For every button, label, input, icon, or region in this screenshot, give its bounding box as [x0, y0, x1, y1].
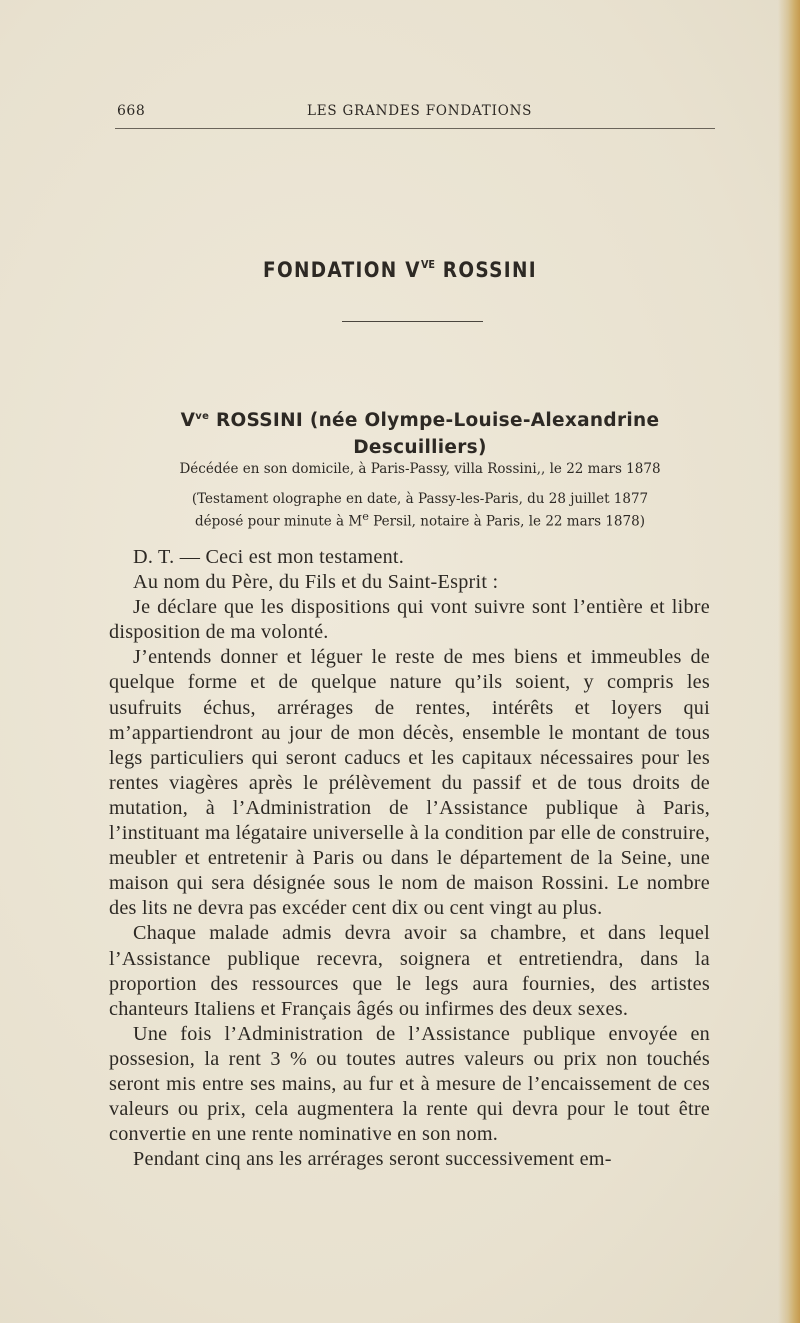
paragraph: Pendant cinq ans les arrérages seront successivement em-	[133, 1148, 612, 1171]
title-superscript: VE	[420, 258, 436, 271]
death-notice: Décédée en son domicile, à Paris-Passy, villa Rossini,, le 22 mars 1878	[179, 461, 661, 477]
person-prefix: V	[180, 410, 196, 431]
person-prefix-sup: ve	[195, 411, 210, 422]
title-divider	[342, 321, 483, 322]
paragraph: J’entends donner et léguer le reste de mes biens et immeubles de quelque forme et de quelque nature qu’ils soient, y compris les usufruits échus, arrérages de rentes, intérêts et loyers qui m’appartiendront au jour de mon décès, ensemble le montant de tous legs particuliers qui seront caducs et les capitaux nécessaires pour les rentes viagères après le prélèvement du passif et de tous droits de mutation, à l’Administration de l’Assistance publique à Paris, l’instituant ma légataire universelle à la condition par elle de construire, meubler et entretenir à Paris ou dans le département de la Seine, une maison qui sera désignée sous le nom de maison Rossini. Le nombre des lits ne devra pas excéder cent dix ou cent vingt au plus.	[109, 646, 710, 920]
header-divider	[115, 128, 715, 129]
title-name: ROSSINI	[435, 258, 537, 282]
paragraph: Chaque malade admis devra avoir sa chambre, et dans lequel l’Assistance publique recevra, soignera et entretiendra, dans la proportion des ressources que le legs aura fournies, des artistes chanteurs Italiens et Français âgés ou infirmes des deux sexes.	[109, 922, 710, 1020]
body-text	[109, 545, 710, 1172]
testament-line1: (Testament olographe en date, à Passy-les-Paris, du 28 juillet 1877	[191, 491, 649, 507]
testament-note	[110, 490, 730, 531]
testament-sup: e	[362, 510, 369, 523]
page-header	[117, 103, 715, 125]
paragraph: Une fois l’Administration de l’Assistance publique envoyée en possesion, la rent 3 % ou toutes autres valeurs ou prix non touchés seront mis entre ses mains, au fur et à mesure de l’encaissement de ces valeurs ou prix, cela augmentera la rente qui devra pour le tout être convertie en une rente nominative en son nom.	[109, 1022, 710, 1146]
running-title: LES GRANDES FONDATIONS	[307, 103, 533, 119]
paragraph: Je déclare que les dispositions qui vont suivre sont l’entière et libre disposition de ma volonté.	[109, 596, 710, 644]
person-name-line1: ROSSINI (née Olympe-Louise-Alexandrine	[209, 410, 660, 431]
paragraph: D. T. — Ceci est mon testament.	[133, 546, 405, 568]
testament-line2: déposé pour minute à M	[195, 513, 363, 530]
testament-line2-end: Persil, notaire à Paris, le 22 mars 1878)	[368, 513, 645, 530]
page-title	[48, 258, 752, 282]
person-name-line2: Descuilliers)	[353, 437, 487, 458]
page-edge	[778, 0, 800, 1323]
page-number: 668	[117, 103, 146, 119]
paragraph: Au nom du Père, du Fils et du Saint-Esprit :	[133, 571, 499, 594]
person-heading	[110, 403, 730, 461]
title-main: FONDATION V	[263, 258, 421, 282]
